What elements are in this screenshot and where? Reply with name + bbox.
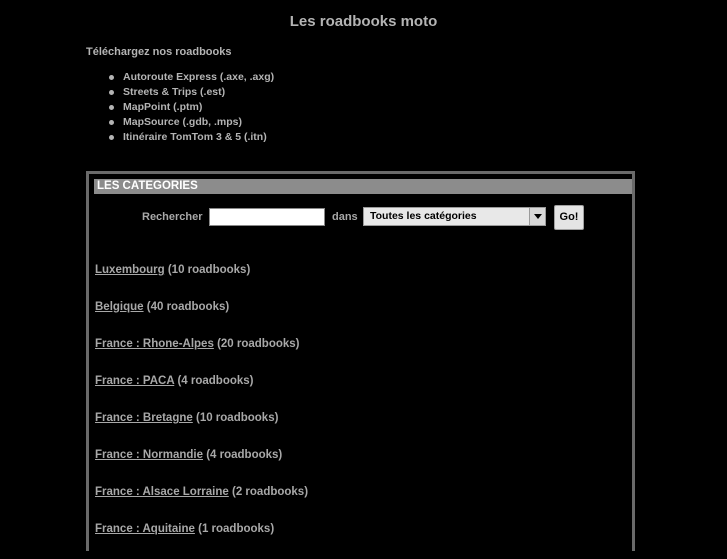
category-link[interactable]: France : Bretagne xyxy=(95,412,193,424)
chevron-down-icon[interactable] xyxy=(529,208,545,225)
bullet-icon xyxy=(109,105,114,110)
format-label: Streets & Trips (.est) xyxy=(123,86,226,98)
search-input[interactable] xyxy=(209,208,325,226)
page-title: Les roadbooks moto xyxy=(289,13,438,30)
category-count: (20 roadbooks) xyxy=(217,338,300,350)
category-count: (4 roadbooks) xyxy=(177,375,254,387)
download-intro: Téléchargez nos roadbooks xyxy=(86,46,232,58)
list-item xyxy=(95,448,308,485)
bullet-icon xyxy=(109,75,114,80)
format-label: MapPoint (.ptm) xyxy=(123,101,203,113)
category-count: (10 roadbooks) xyxy=(195,412,279,424)
format-label: MapSource (.gdb, .mps) xyxy=(123,116,243,128)
list-item xyxy=(95,522,308,559)
category-link[interactable]: France : PACA xyxy=(95,375,175,387)
category-count: (2 roadbooks) xyxy=(232,486,309,498)
format-item xyxy=(107,71,274,86)
category-scope-value: Toutes les catégories xyxy=(370,210,477,222)
search-label: Rechercher xyxy=(142,211,203,223)
category-count: (40 roadbooks) xyxy=(146,301,230,313)
format-item xyxy=(107,116,274,131)
category-list xyxy=(95,263,308,559)
go-button[interactable]: Go! xyxy=(554,205,584,230)
category-link[interactable]: France : Rhone-Alpes xyxy=(95,338,214,350)
category-count: (10 roadbooks) xyxy=(167,264,251,276)
list-item xyxy=(95,337,308,374)
format-item xyxy=(107,101,274,116)
format-list xyxy=(107,71,274,146)
list-item xyxy=(95,263,308,300)
format-item xyxy=(107,86,274,101)
categories-panel xyxy=(86,171,635,551)
list-item xyxy=(95,374,308,411)
category-link[interactable]: Luxembourg xyxy=(95,264,165,276)
category-link[interactable]: Belgique xyxy=(95,301,144,313)
bullet-icon xyxy=(109,120,114,125)
category-scope-select[interactable] xyxy=(363,207,546,226)
category-link[interactable]: France : Normandie xyxy=(95,449,203,461)
category-link[interactable]: France : Alsace Lorraine xyxy=(95,486,229,498)
categories-header: LES CATEGORIES xyxy=(94,179,632,194)
list-item xyxy=(95,485,308,522)
format-label: Autoroute Express (.axe, .axg) xyxy=(123,71,275,83)
bullet-icon xyxy=(109,135,114,140)
list-item xyxy=(95,300,308,337)
category-count: (4 roadbooks) xyxy=(206,449,283,461)
format-item xyxy=(107,131,274,146)
category-count: (1 roadbooks) xyxy=(198,523,275,535)
list-item xyxy=(95,411,308,448)
format-label: Itinéraire TomTom 3 & 5 (.itn) xyxy=(123,131,267,143)
category-link[interactable]: France : Aquitaine xyxy=(95,523,195,535)
bullet-icon xyxy=(109,90,114,95)
scope-label: dans xyxy=(332,211,358,223)
